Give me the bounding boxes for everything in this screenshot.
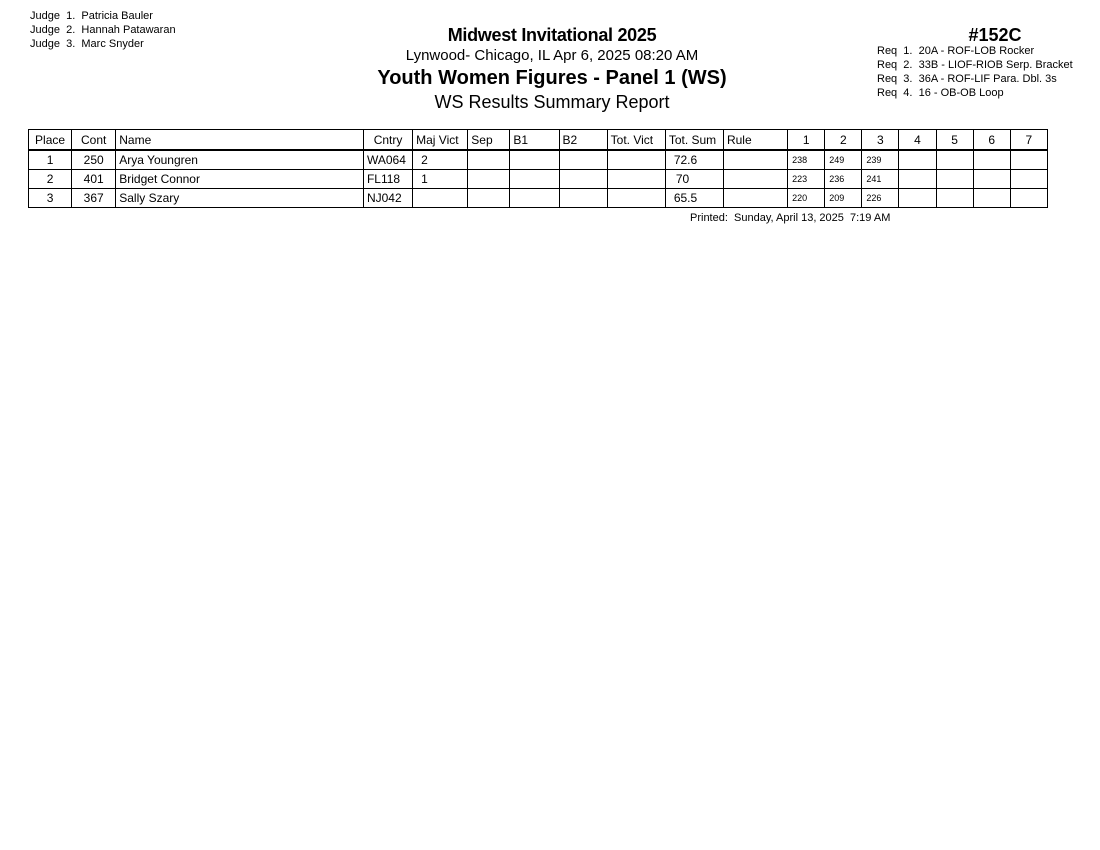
col-cont: Cont	[72, 130, 116, 151]
col-judge-1: 1	[788, 130, 825, 151]
judge-label: Judge 3.	[30, 38, 76, 50]
cell-place: 1	[29, 150, 72, 170]
cell-rule	[723, 170, 787, 189]
cell-place: 2	[29, 170, 72, 189]
cell-maj-vict: 2	[413, 150, 468, 170]
requirement-entry	[877, 86, 1073, 100]
cell-rule	[723, 189, 787, 208]
judge-name: Marc Snyder	[81, 38, 144, 50]
cell-maj-vict	[413, 189, 468, 208]
cell-tot-vict	[607, 150, 665, 170]
requirement-text: 33B - LIOF-RIOB Serp. Bracket	[918, 59, 1073, 71]
col-b2: B2	[559, 130, 607, 151]
cell-maj-vict: 1	[413, 170, 468, 189]
table-row	[29, 170, 1048, 189]
cell-judge-6	[973, 170, 1010, 189]
cell-b2	[559, 189, 607, 208]
cell-b1	[510, 189, 559, 208]
cell-judge-5	[936, 170, 973, 189]
cell-judge-1: 223	[788, 170, 825, 189]
table-row	[29, 189, 1048, 208]
table-header	[29, 130, 1048, 151]
cell-tot-sum: 65.5	[665, 189, 723, 208]
requirement-text: 20A - ROF-LOB Rocker	[918, 45, 1035, 57]
event-id: #152C	[968, 25, 1022, 45]
cell-sep	[468, 170, 510, 189]
cell-judge-3: 241	[862, 170, 899, 189]
cell-judge-7	[1010, 150, 1047, 170]
cell-sep	[468, 189, 510, 208]
cell-tot-vict	[607, 189, 665, 208]
requirements-list	[877, 44, 1073, 100]
col-judge-5: 5	[936, 130, 973, 151]
requirement-label: Req 2.	[877, 59, 913, 71]
col-judge-2: 2	[825, 130, 862, 151]
cell-judge-4	[899, 170, 936, 189]
judges-list	[30, 9, 176, 51]
col-maj-vict: Maj Vict	[413, 130, 468, 151]
cell-b1	[510, 150, 559, 170]
cell-tot-sum: 70	[665, 170, 723, 189]
col-judge-7: 7	[1010, 130, 1047, 151]
cell-judge-1: 238	[788, 150, 825, 170]
requirement-text: 36A - ROF-LIF Para. Dbl. 3s	[918, 73, 1057, 85]
header-row	[29, 130, 1048, 151]
cell-judge-4	[899, 189, 936, 208]
judge-entry	[30, 9, 176, 23]
cell-cont: 401	[72, 170, 116, 189]
cell-cont: 250	[72, 150, 116, 170]
cell-cntry: NJ042	[363, 189, 412, 208]
cell-judge-2: 236	[825, 170, 862, 189]
report-header	[300, 24, 804, 114]
requirement-entry	[877, 44, 1073, 58]
cell-judge-7	[1010, 189, 1047, 208]
cell-name: Sally Szary	[116, 189, 364, 208]
location-datetime: Lynwood- Chicago, IL Apr 6, 2025 08:20 AM	[405, 47, 699, 64]
requirement-label: Req 1.	[877, 45, 913, 57]
col-tot-vict: Tot. Vict	[607, 130, 665, 151]
results-table	[28, 129, 1048, 208]
col-sep: Sep	[468, 130, 510, 151]
cell-judge-4	[899, 150, 936, 170]
requirement-text: 16 - OB-OB Loop	[918, 87, 1004, 99]
col-tot-sum: Tot. Sum	[665, 130, 723, 151]
report-name: WS Results Summary Report	[434, 92, 670, 112]
table-row	[29, 150, 1048, 170]
cell-cntry: FL118	[363, 170, 412, 189]
cell-b2	[559, 150, 607, 170]
cell-judge-7	[1010, 170, 1047, 189]
event-name: Youth Women Figures - Panel 1 (WS)	[377, 67, 727, 89]
requirement-entry	[877, 72, 1073, 86]
judge-name: Hannah Patawaran	[81, 24, 176, 36]
judge-label: Judge 1.	[30, 10, 76, 22]
requirement-label: Req 3.	[877, 73, 913, 85]
col-cntry: Cntry	[363, 130, 412, 151]
col-judge-6: 6	[973, 130, 1010, 151]
competition-title: Midwest Invitational 2025	[447, 25, 657, 45]
cell-rule	[723, 150, 787, 170]
cell-sep	[468, 150, 510, 170]
cell-cont: 367	[72, 189, 116, 208]
cell-judge-6	[973, 189, 1010, 208]
cell-judge-2: 249	[825, 150, 862, 170]
printed-timestamp: Printed: Sunday, April 13, 2025 7:19 AM	[690, 212, 891, 224]
table-body	[29, 150, 1048, 208]
cell-tot-vict	[607, 170, 665, 189]
col-judge-3: 3	[862, 130, 899, 151]
cell-name: Bridget Connor	[116, 170, 364, 189]
col-place: Place	[29, 130, 72, 151]
cell-cntry: WA064	[363, 150, 412, 170]
requirement-entry	[877, 58, 1073, 72]
cell-judge-5	[936, 189, 973, 208]
cell-b2	[559, 170, 607, 189]
cell-judge-1: 220	[788, 189, 825, 208]
requirement-label: Req 4.	[877, 87, 913, 99]
cell-judge-5	[936, 150, 973, 170]
cell-judge-2: 209	[825, 189, 862, 208]
cell-name: Arya Youngren	[116, 150, 364, 170]
judge-name: Patricia Bauler	[81, 10, 153, 22]
col-name: Name	[116, 130, 364, 151]
judge-entry	[30, 37, 176, 51]
cell-b1	[510, 170, 559, 189]
cell-tot-sum: 72.6	[665, 150, 723, 170]
judge-label: Judge 2.	[30, 24, 76, 36]
col-judge-4: 4	[899, 130, 936, 151]
col-rule: Rule	[723, 130, 787, 151]
col-b1: B1	[510, 130, 559, 151]
cell-judge-3: 239	[862, 150, 899, 170]
cell-judge-6	[973, 150, 1010, 170]
cell-judge-3: 226	[862, 189, 899, 208]
judge-entry	[30, 23, 176, 37]
cell-place: 3	[29, 189, 72, 208]
